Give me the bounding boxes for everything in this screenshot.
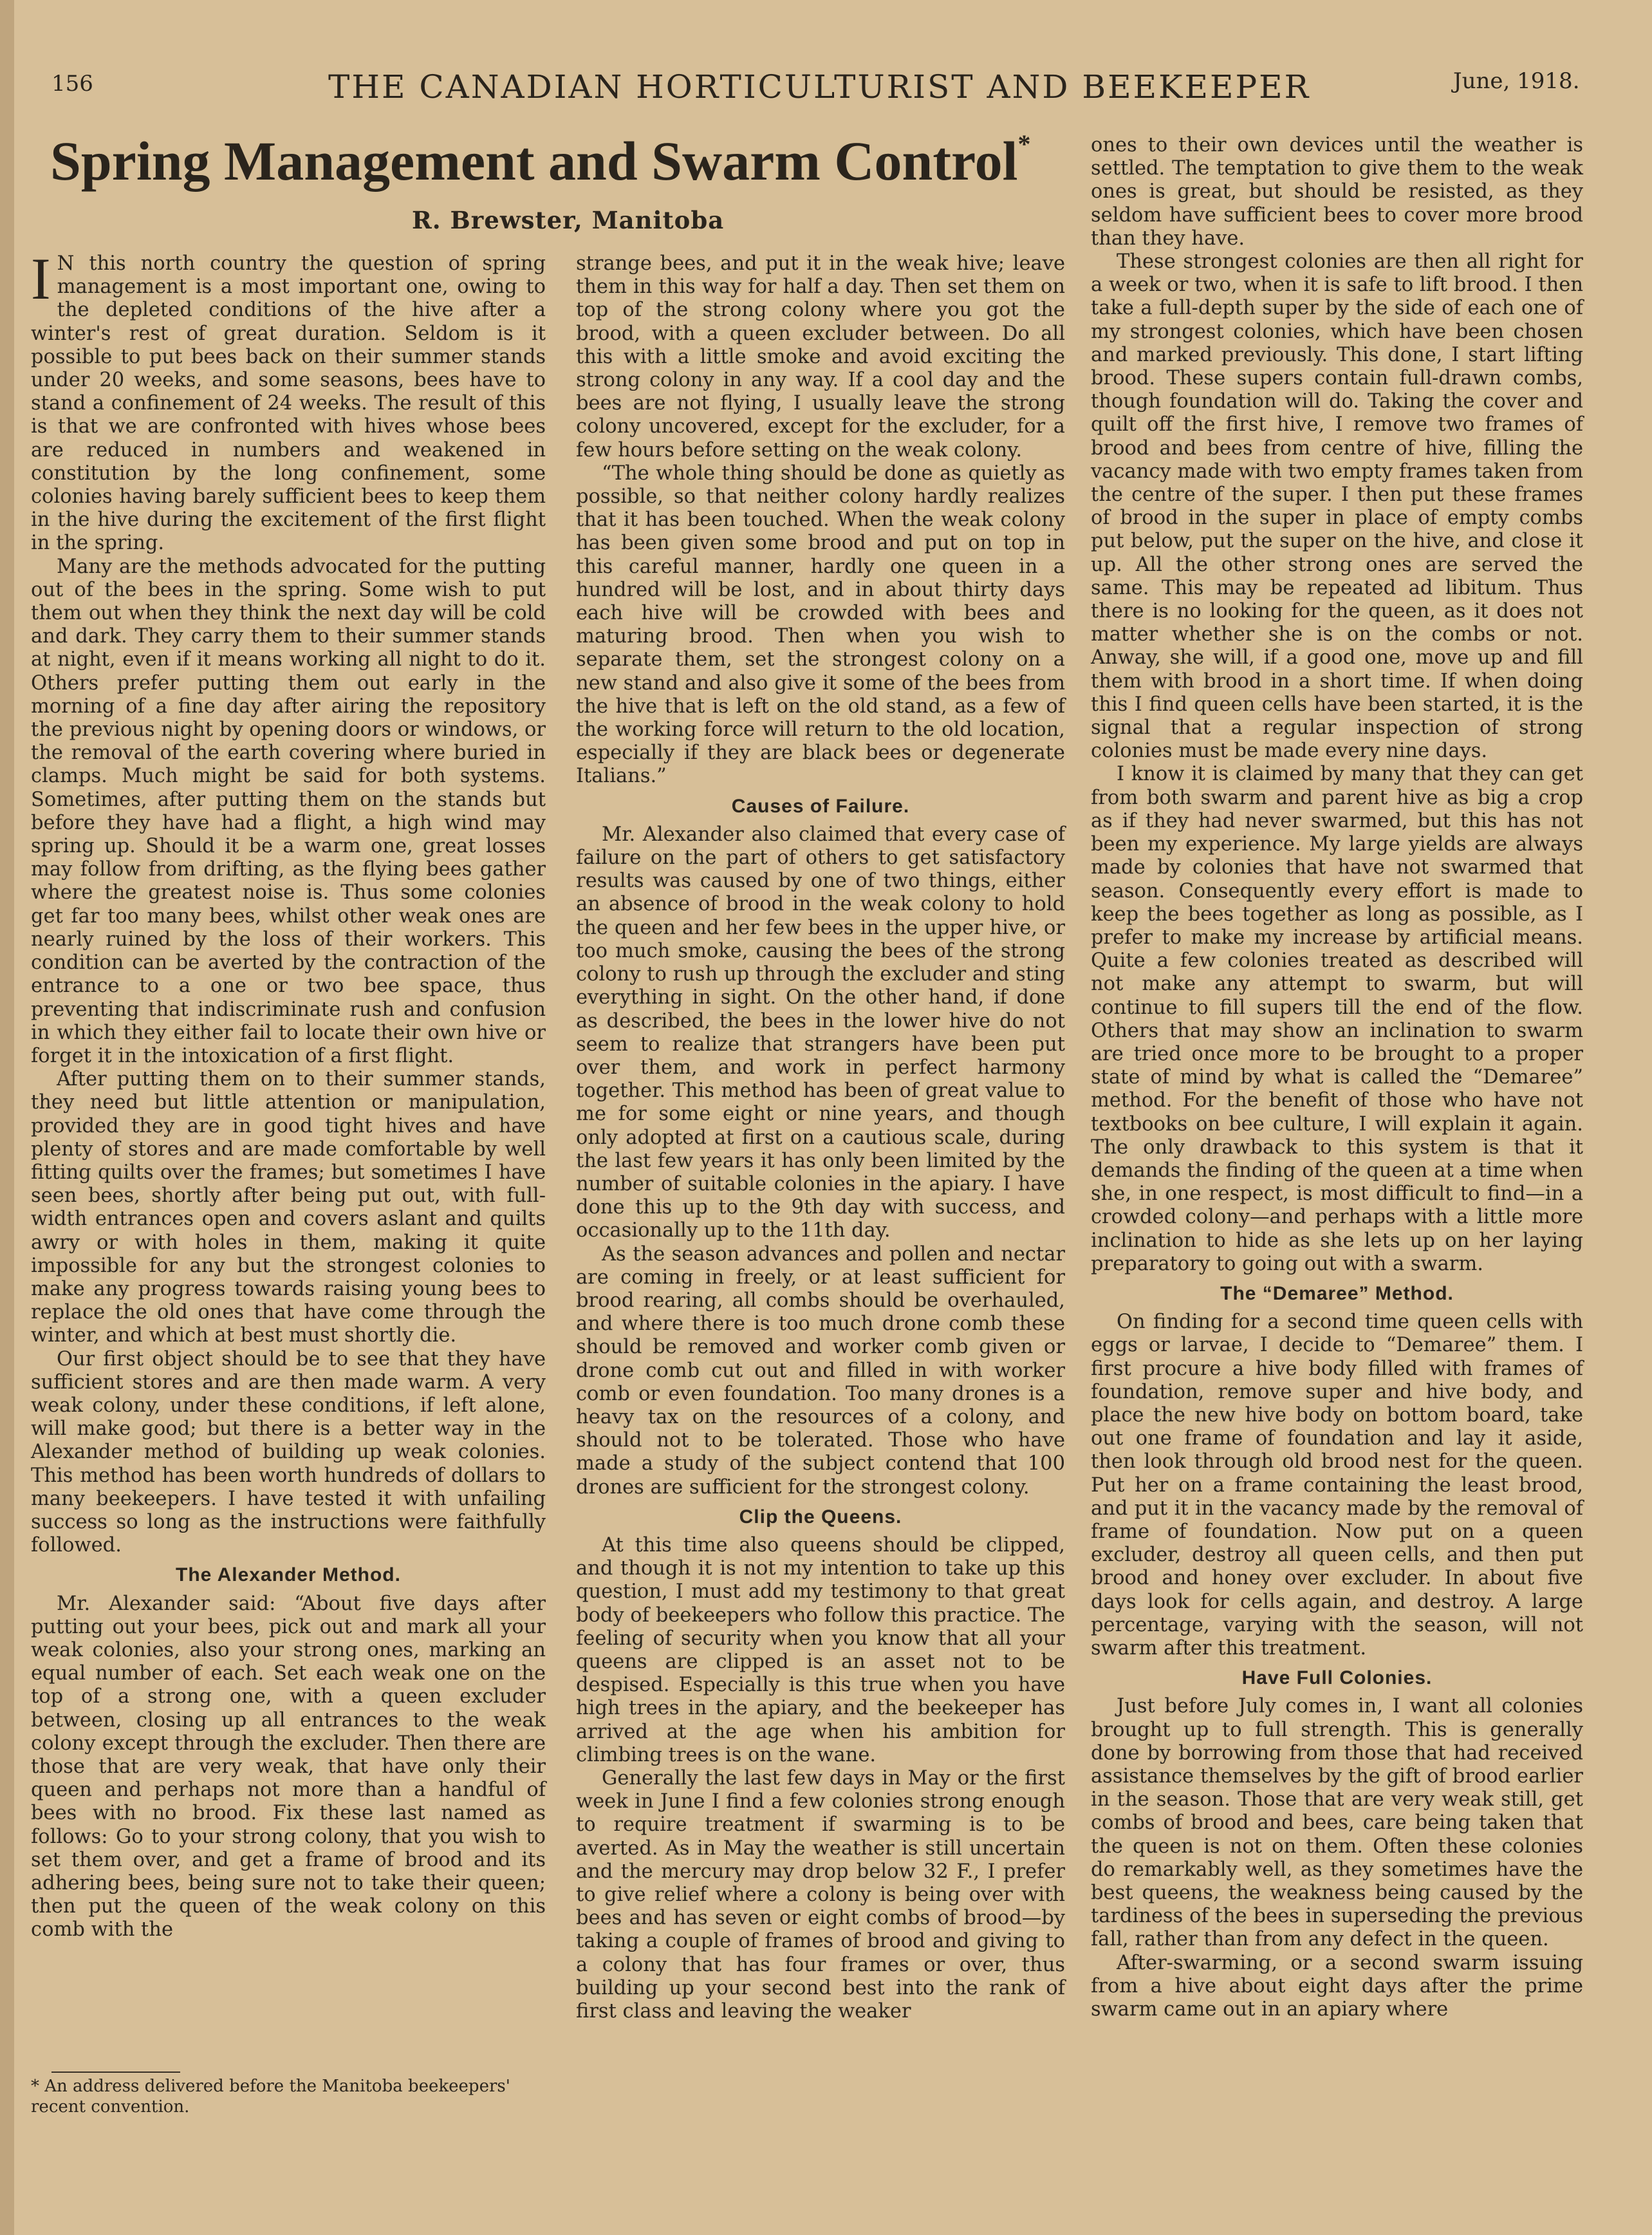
- paragraph: Generally the last few days in May or the first week in June I find a few colonies strong enough to require treatment if swarming is to be averted. As in May the weather is still uncertain and the mercury may drop below 32 F., I prefer to give relief where a colony is being over with bees and has seven or eight combs of brood—by taking a couple of frames of brood and giving to a colony that has four frames or over, thus building up your second best into the rank of first class and leaving the weaker: [576, 1767, 1065, 2023]
- column-1: [31, 246, 546, 1942]
- page-number: 156: [51, 71, 93, 97]
- page-header: [0, 63, 1652, 115]
- article-byline: R. Brewster, Manitoba: [412, 206, 725, 234]
- article-title-text: Spring Management and Swarm Control: [50, 130, 1018, 192]
- paragraph: Just before July comes in, I want all colonies brought up to full strength. This is generally done by borrowing from those that had received assistance themselves by the gift of brood earlier in the season. Those that are very weak still, get combs of brood and bees, care being taken that the queen is not on them. Often these colonies do remarkably well, as they sometimes have the best queens, the weakness being caused by the tardiness of the bees in superseding the previous fall, rather than from any defect in the queen.: [1091, 1695, 1583, 1951]
- paragraph: I know it is claimed by many that they can get from both swarm and parent hive as big a crop as if they had never swarmed, but this has not been my experience. My large yields are always made by colonies that have not swarmed that season. Consequently every effort is made to keep the bees together as long as possible, as I prefer to make my increase by artificial means. Quite a few colonies treated as described will not make any attempt to swarm, but will continue to fill supers till the end of the flow. Others that may show an inclination to swarm are tried once more to be brought to a proper state of mind by what is called the “Demaree” method. For the benefit of those who have not textbooks on bee culture, I will explain it again. The only drawback to this system is that it demands the finding of the queen at a time when she, in one respect, is most difficult to find—in a crowded colony—and perhaps with a little more inclination to hide as she lets up on her laying preparatory to going out with a swarm.: [1091, 763, 1583, 1275]
- paragraph: [31, 246, 546, 556]
- paragraph: At this time also queens should be clipped, and though it is not my intention to take up this question, I must add my testimony to that great body of beekeepers who follow this practice. The feeling of security when you know that all your queens are clipped is an asset not to be despised. Especially is this true when you have high trees in the apiary, and the beekeeper has arrived at the age when his ambition for climbing trees is on the wane.: [576, 1533, 1065, 1766]
- footnote: * An address delivered before the Manitoba beekeepers' recent convention.: [31, 2077, 510, 2117]
- paragraph: These strongest colonies are then all right for a week or two, when it is safe to lift brood. I then take a full-depth super by the side of each one of my strongest colonies, which have been chosen and marked previously. This done, I start lifting brood. These supers contain full-drawn combs, though foundation will do. Taking the cover and quilt off the first hive, I remove two frames of brood and bees from centre of hive, filling the vacancy made with two empty frames taken from the centre of the super. I then put these frames of brood in the super in place of empty combs put below, put the super on the hive, and close it up. All the other strong ones are served the same. This may be repeated ad libitum. Thus there is no looking for the queen, as it does not matter whether she is on the combs or not. Anway, she will, if a good one, move up and fill them with brood in a short time. If when doing this I find queen cells have been started, it is the signal that a regular inspection of strong colonies must be made every nine days.: [1091, 250, 1583, 763]
- paragraph: After-swarming, or a second swarm issuing from a hive about eight days after the prime swarm came out in an apiary where: [1091, 1951, 1583, 2021]
- paragraph: After putting them on to their summer stands, they need but little attention or manipulation, provided they are in good tight hives and have plenty of stores and are made comfortable by well fitting quilts over the frames; but sometimes I have seen bees, shortly after being put out, with full-width entrances open and covers aslant and quilts awry or with holes in them, making it quite impossible for any but the strongest colonies to make any progress towards raising young bees to replace the old ones that have come through the winter, and which at best must shortly die.: [31, 1068, 546, 1347]
- section-heading: The Alexander Method.: [176, 1564, 401, 1586]
- paragraph: On finding for a second time queen cells with eggs or larvae, I decide to “Demaree” them. I first procure a hive body filled with frames of foundation, remove super and hive body, and place the new hive body on bottom board, take out one frame of foundation and lay it aside, then look through old brood nest for the queen. Put her on a frame containing the least brood, and put it in the vacancy made by the removal of frame of foundation. Now put on a queen excluder, destroy all queen cells, and then put brood and honey over excluder. In about five days look for cells again, and destroy. A large percentage, varying with the season, will not swarm after this treatment.: [1091, 1311, 1583, 1660]
- column-3: [1091, 134, 1583, 2021]
- title-footnote-mark: *: [1017, 129, 1031, 158]
- section-heading: Have Full Colonies.: [1241, 1667, 1433, 1689]
- paragraph: Mr. Alexander said: “About five days after putting out your bees, pick out and mark all your weak colonies, also your strong ones, marking an equal number of each. Set each weak one on the top of a strong one, with a queen excluder between, closing up all entrances to the weak colony except through the excluder. Then there are those that are very weak, that have only their queen and perhaps not more than a handful of bees with no brood. Fix these last named as follows: Go to your strong colony, that you wish to set them over, and get a frame of brood and its adhering bees, being sure not to take their queen; then put the queen of the weak colony on this comb with the: [31, 1592, 546, 1941]
- column-2: [576, 252, 1065, 2023]
- running-head: THE CANADIAN HORTICULTURIST AND BEEKEEPER: [328, 68, 1311, 106]
- footnote-rule: [51, 2071, 180, 2073]
- section-heading: The “Demaree” Method.: [1220, 1282, 1454, 1304]
- paragraph: Our first object should be to see that they have sufficient stores and are then made warm. A very weak colony, under these conditions, if left alone, will make good; but there is a better way in the Alexander method of building up weak colonies. This method has been worth hundreds of dollars to many beekeepers. I have tested it with unfailing success so long as the instructions were faithfully followed.: [31, 1347, 546, 1557]
- paragraph-text: N this north country the question of spring management is a most important one, owing to the depleted conditions of the hive after a winter's rest of great duration. Seldom is it possible to put bees back on their summer stands under 20 weeks, and some seasons, bees have to stand a confinement of 24 weeks. The result of this is that we are confronted with hives whose bees are reduced in numbers and weakened in constitution by the long confinement, some colonies having barely sufficient bees to keep them in the hive during the excitement of the first flight in the spring.: [31, 252, 546, 555]
- section-heading: Causes of Failure.: [731, 795, 910, 817]
- paragraph: ones to their own devices until the weather is settled. The temptation to give them to the weak ones is great, but should be resisted, as they seldom have sufficient bees to cover more brood than they have.: [1091, 134, 1583, 250]
- paragraph: Mr. Alexander also claimed that every case of failure on the part of others to get satisfactory results was caused by one of two things, either an absence of brood in the weak colony to hold the queen and her few bees in the upper hive, or too much smoke, causing the bees of the strong colony to rush up through the excluder and sting everything in sight. On the other hand, if done as described, the bees in the lower hive do not seem to realize that strangers have been put over them, and work in perfect harmony together. This method has been of great value to me for some eight or nine years, and though only adopted at first on a cautious scale, during the last few years it has only been limited by the number of suitable colonies in the apiary. I have done this up to the 9th day with success, and occasionally up to the 11th day.: [576, 823, 1065, 1242]
- drop-cap: I: [31, 246, 51, 312]
- section-heading: Clip the Queens.: [739, 1506, 902, 1528]
- issue-date: June, 1918.: [1453, 68, 1580, 94]
- paragraph: “The whole thing should be done as quietly as possible, so that neither colony hardly realizes that it has been touched. When the weak colony has been given some brood and put on top in this careful manner, hardly one queen in a hundred will be lost, and in about thirty days each hive will be crowded with bees and maturing brood. Then when you wish to separate them, set the strongest colony on a new stand and also give it some of the bees from the hive that is left on the old stand, as a few of the working force will return to the old location, especially if they are black bees or degenerate Italians.”: [576, 462, 1065, 788]
- page-edge: [0, 0, 14, 2235]
- article-title: [50, 129, 1031, 193]
- paragraph: strange bees, and put it in the weak hive; leave them in this way for half a day. Then set them on top of the strong colony where you got the brood, with a queen excluder between. Do all this with a little smoke and avoid exciting the strong colony in any way. If a cool day and the bees are not flying, I usually leave the strong colony uncovered, except for the excluder, for a few hours before setting on the weak colony.: [576, 252, 1065, 462]
- paragraph: Many are the methods advocated for the putting out of the bees in the spring. Some wish to put them out when they think the next day will be cold and dark. They carry them to their summer stands at night, even if it means working all night to do it. Others prefer putting them out early in the morning of a fine day after airing the repository the previous night by opening doors or windows, or the removal of the earth covering where buried in clamps. Much might be said for both systems. Sometimes, after putting them on the stands but before they have had a flight, a high wind may spring up. Should it be a warm one, great losses may follow from drifting, as the flying bees gather where the greatest noise is. Thus some colonies get far too many bees, whilst other weak ones are nearly ruined by the loss of their workers. This condition can be averted by the contraction of the entrance to a one or two bee space, thus preventing that indiscriminate rush and confusion in which they either fail to locate their own hive or forget it in the intoxication of a first flight.: [31, 555, 546, 1067]
- paragraph: As the season advances and pollen and nectar are coming in freely, or at least sufficient for brood rearing, all combs should be overhauled, and where there is too much drone comb these should be removed and worker comb given or drone comb cut out and filled in with worker comb or even foundation. Too many drones is a heavy tax on the resources of a colony, and should not to be tolerated. Those who have made a study of the subject contend that 100 drones are sufficient for the strongest colony.: [576, 1242, 1065, 1499]
